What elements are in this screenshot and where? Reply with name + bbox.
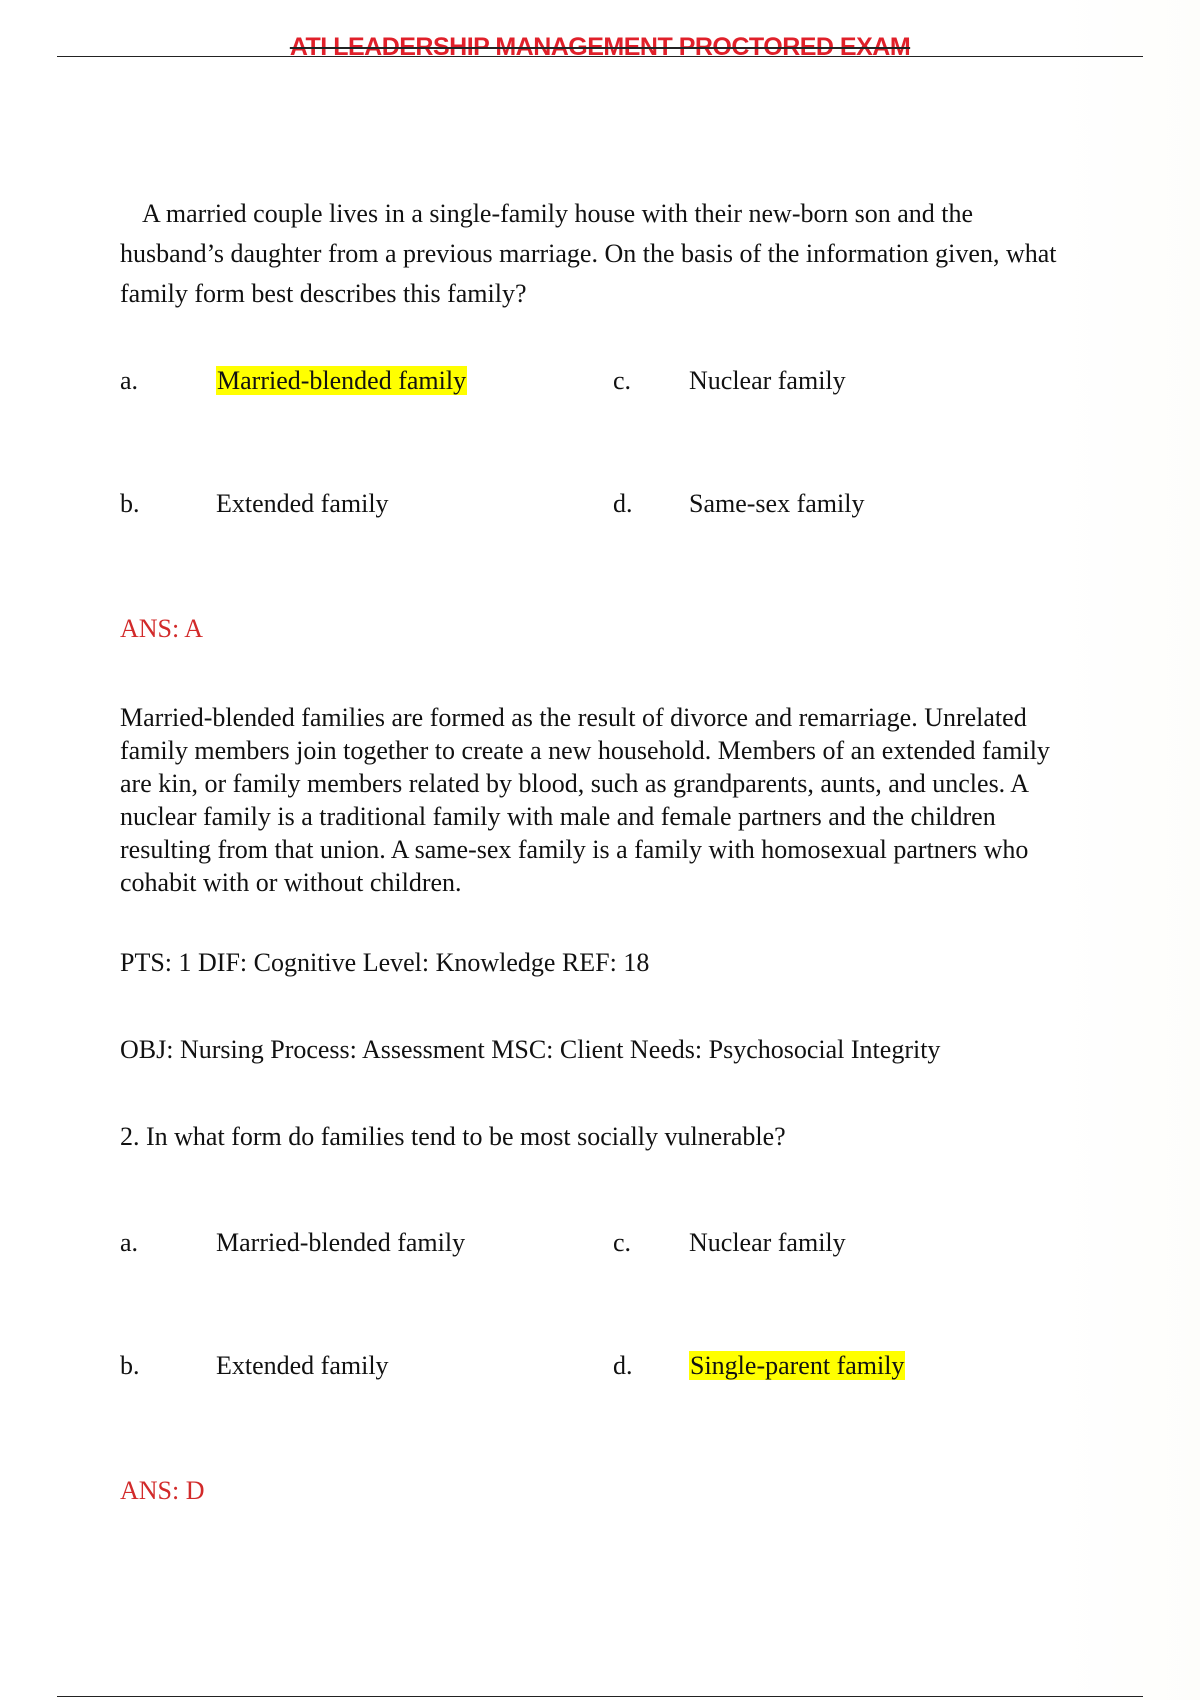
highlighted-answer: Married-blended family — [217, 366, 467, 395]
q1-option-d-text — [689, 486, 864, 522]
option-text: Same-sex family — [689, 489, 865, 518]
q1-option-b — [120, 486, 140, 522]
option-letter: a. — [120, 1228, 139, 1257]
option-letter: d. — [613, 489, 633, 518]
option-text: Extended family — [216, 489, 389, 518]
question-1-text: A married couple lives in a single-family house with their new-born son and the husband’s daughter from a previous marriage. On the basis of the information given, what family form best describes this family? — [120, 199, 1057, 308]
option-letter: a. — [120, 366, 139, 395]
q2-option-c — [613, 1225, 631, 1261]
q2-option-a-text — [216, 1225, 465, 1261]
question-2-text: 2. In what form do families tend to be most socially vulnerable? — [120, 1122, 786, 1151]
q2-option-c-text — [689, 1225, 846, 1261]
q1-option-b-text — [216, 486, 389, 522]
option-letter: b. — [120, 489, 140, 518]
footer-rule — [57, 1696, 1143, 1697]
q2-option-b — [120, 1348, 140, 1384]
q1-option-d — [613, 486, 633, 522]
q1-option-c-text — [689, 363, 846, 399]
q2-option-d — [613, 1348, 633, 1384]
option-text: Nuclear family — [689, 366, 846, 395]
q2-option-b-text — [216, 1348, 389, 1384]
option-letter: d. — [613, 1351, 633, 1380]
q2-answer: ANS: D — [120, 1476, 205, 1505]
q2-option-a — [120, 1225, 138, 1261]
q2-option-d-text — [689, 1348, 905, 1384]
option-letter: c. — [613, 366, 632, 395]
q1-option-a-text — [216, 363, 467, 399]
option-letter: c. — [613, 1228, 632, 1257]
page-header-title: ATI LEADERSHIP MANAGEMENT PROCTORED EXAM — [289, 33, 911, 61]
option-letter: b. — [120, 1351, 140, 1380]
q1-option-a — [120, 363, 138, 399]
q1-option-c — [613, 363, 631, 399]
highlighted-answer: Single-parent family — [690, 1351, 905, 1380]
q1-obj-line: OBJ: Nursing Process: Assessment MSC: Client Needs: Psychosocial Integrity — [120, 1035, 941, 1064]
option-text: Nuclear family — [689, 1228, 846, 1257]
q1-answer: ANS: A — [120, 614, 204, 643]
option-text: Extended family — [216, 1351, 389, 1380]
option-text: Married-blended family — [216, 1228, 466, 1257]
q1-explanation: Married-blended families are formed as the result of divorce and remarriage. Unrelated family members join together to create a new household. Members of an extended family are kin, or family members related by blood, such as grandparents, aunts, and uncles. A nuclear family is a traditional family with male and female partners and the children resulting from that union. A same-sex family is a family with homosexual partners who cohabit with or without children. — [120, 703, 1050, 897]
q1-pts-line: PTS: 1 DIF: Cognitive Level: Knowledge REF: 18 — [120, 948, 650, 977]
